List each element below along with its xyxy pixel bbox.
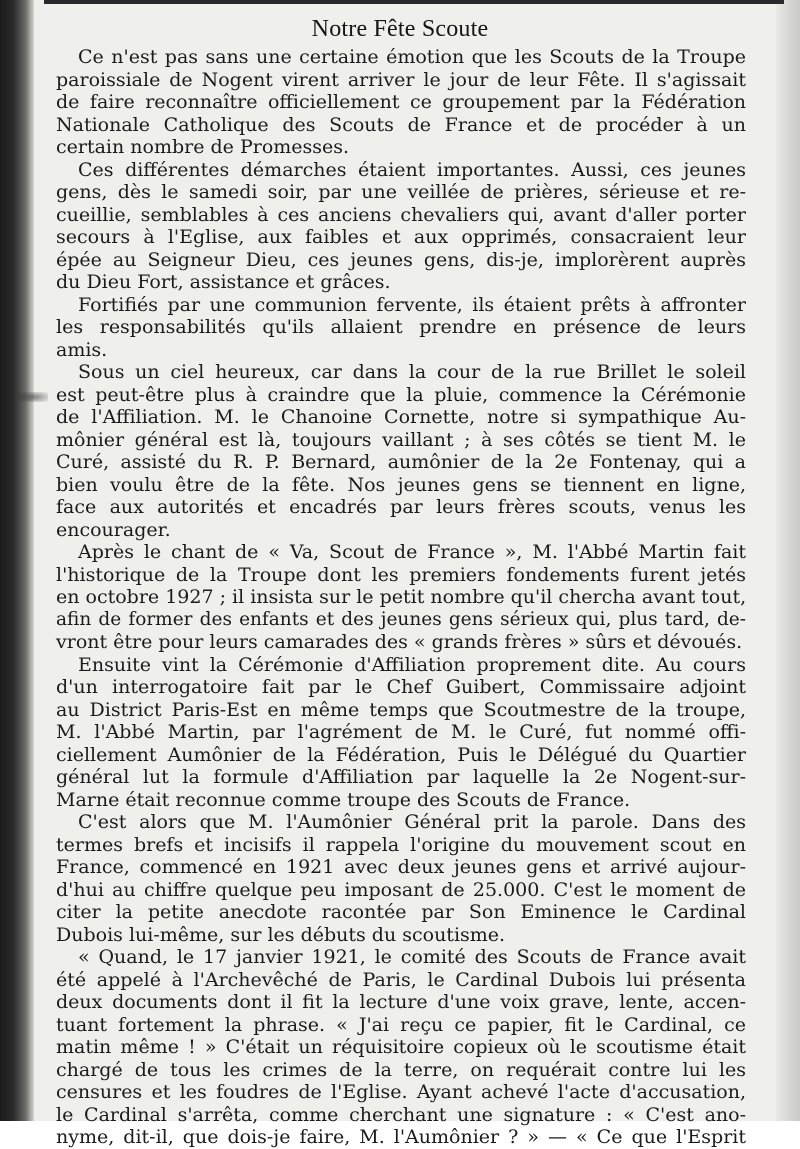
text-line: en octobre 1927 ; il insista sur le petit nombre qu'il chercha avant tout, bbox=[56, 586, 747, 608]
text-line: paroissiale de Nogent virent arriver le jour de leur Fête. Il s'agissait bbox=[56, 68, 746, 91]
text-line: bien voulu être de la fête. Nos jeunes gens se tiennent en ligne, bbox=[56, 473, 746, 496]
text-line: matin même ! » C'était un réquisitoire copieux où le scoutisme était bbox=[56, 1036, 746, 1058]
text-line: encourager. bbox=[56, 518, 171, 541]
text-line: certain nombre de Promesses. bbox=[56, 136, 350, 158]
page-title: Notre Fête Scoute bbox=[311, 16, 489, 42]
text-line: censures et les foudres de l'Eglise. Ayant achevé l'acte d'accusation, bbox=[56, 1081, 746, 1103]
text-line: chargé de tous les crimes de la terre, on requérait contre lui les bbox=[56, 1058, 746, 1081]
text-line: les responsabilités qu'ils allaient prendre en présence de leurs bbox=[56, 316, 746, 338]
text-line: Sous un ciel heureux, car dans la cour de la rue Brillet le soleil bbox=[78, 361, 746, 383]
page-right-margin bbox=[776, 0, 800, 1121]
text-line: au District Paris-Est en même temps que Scoutmestre de la troupe, bbox=[56, 698, 746, 721]
text-line: citer la petite anecdote racontée par Son Eminence le Cardinal bbox=[56, 901, 746, 923]
text-line: secours à l'Eglise, aux faibles et aux opprimés, consacraient leur bbox=[56, 226, 746, 248]
text-line: du Dieu Fort, assistance et grâces. bbox=[56, 271, 391, 293]
text-line: l'historique de la Troupe dont les premiers fondements furent jetés bbox=[56, 563, 746, 586]
text-line: mônier général est là, toujours vaillant ; à ses côtés se tient M. le bbox=[56, 428, 746, 451]
text-line: le Cardinal s'arrêta, comme cherchant une signature : « C'est ano- bbox=[56, 1103, 746, 1126]
text-line: termes brefs et incisifs il rappela l'origine du mouvement scout en bbox=[56, 833, 746, 856]
text-line: Ce n'est pas sans une certaine émotion que les Scouts de la Troupe bbox=[78, 46, 746, 68]
text-line: gens, dès le samedi soir, par une veillée de prières, sérieuse et re- bbox=[56, 181, 746, 203]
top-rule bbox=[44, 0, 784, 4]
text-line: nyme, dit-il, que dois-je faire, M. l'Aumônier ? » — « Ce que l'Esprit bbox=[56, 1126, 746, 1148]
text-line: Fortifiés par une communion fervente, ils étaient prêts à affronter bbox=[78, 293, 746, 316]
article-body bbox=[56, 46, 746, 1149]
text-line: M. l'Abbé Martin, par l'agrément de M. le Curé, fut nommé offi- bbox=[56, 721, 746, 743]
text-line: épée au Seigneur Dieu, ces jeunes gens, dis-je, implorèrent auprès bbox=[56, 248, 746, 271]
text-line: vront être pour leurs camarades des « grands frères » sûrs et dévoués. bbox=[56, 631, 743, 653]
text-line: de l'Affiliation. M. le Chanoine Cornette, notre si sympathique Au- bbox=[56, 406, 746, 428]
text-line: Ces différentes démarches étaient importantes. Aussi, ces jeunes bbox=[78, 158, 746, 181]
text-line: été appelé à l'Archevêché de Paris, le Cardinal Dubois lui présenta bbox=[56, 968, 746, 991]
text-line: afin de former des enfants et des jeunes gens sérieux qui, plus tard, de- bbox=[56, 608, 746, 630]
text-line: Ensuite vint la Cérémonie d'Affiliation proprement dite. Au cours bbox=[78, 653, 746, 676]
text-line: d'un interrogatoire fait par le Chef Guibert, Commissaire adjoint bbox=[56, 676, 746, 698]
ink-smudge bbox=[18, 392, 48, 402]
text-line: Marne était reconnue comme troupe des Scouts de France. bbox=[56, 788, 631, 811]
text-line: Après le chant de « Va, Scout de France », M. l'Abbé Martin fait bbox=[78, 541, 746, 563]
text-line: général lut la formule d'Affiliation par laquelle la 2e Nogent-sur- bbox=[56, 766, 746, 788]
text-line: de faire reconnaître officiellement ce groupement par la Fédération bbox=[56, 91, 746, 113]
text-line: deux documents dont il fit la lecture d'une voix grave, lente, accen- bbox=[56, 991, 746, 1013]
text-line: amis. bbox=[56, 338, 108, 361]
text-line: Dubois lui-même, sur les débuts du scoutisme. bbox=[56, 923, 506, 946]
text-line: est peut-être plus à craindre que la pluie, commence la Cérémonie bbox=[56, 383, 746, 406]
text-line: d'hui au chiffre quelque peu imposant de 25.000. C'est le moment de bbox=[56, 878, 746, 901]
text-line: Nationale Catholique des Scouts de France et de procéder à un bbox=[56, 113, 746, 136]
text-line: C'est alors que M. l'Aumônier Général prit la parole. Dans des bbox=[78, 811, 746, 833]
text-line: ciellement Aumônier de la Fédération, Puis le Délégué du Quartier bbox=[56, 743, 746, 766]
text-line: tuant fortement la phrase. « J'ai reçu ce papier, fit le Cardinal, ce bbox=[56, 1013, 746, 1036]
text-line: cueillie, semblables à ces anciens chevaliers qui, avant d'aller porter bbox=[56, 203, 746, 226]
text-line: Curé, assisté du R. P. Bernard, aumônier de la 2e Fontenay, qui a bbox=[56, 451, 746, 473]
text-line: France, commencé en 1921 avec deux jeunes gens et arrivé aujour- bbox=[56, 856, 746, 878]
text-line: « Quand, le 17 janvier 1921, le comité des Scouts de France avait bbox=[78, 946, 746, 968]
page-left-shadow bbox=[0, 0, 34, 1121]
text-line: face aux autorités et encadrés par leurs frères scouts, venus les bbox=[56, 496, 746, 518]
